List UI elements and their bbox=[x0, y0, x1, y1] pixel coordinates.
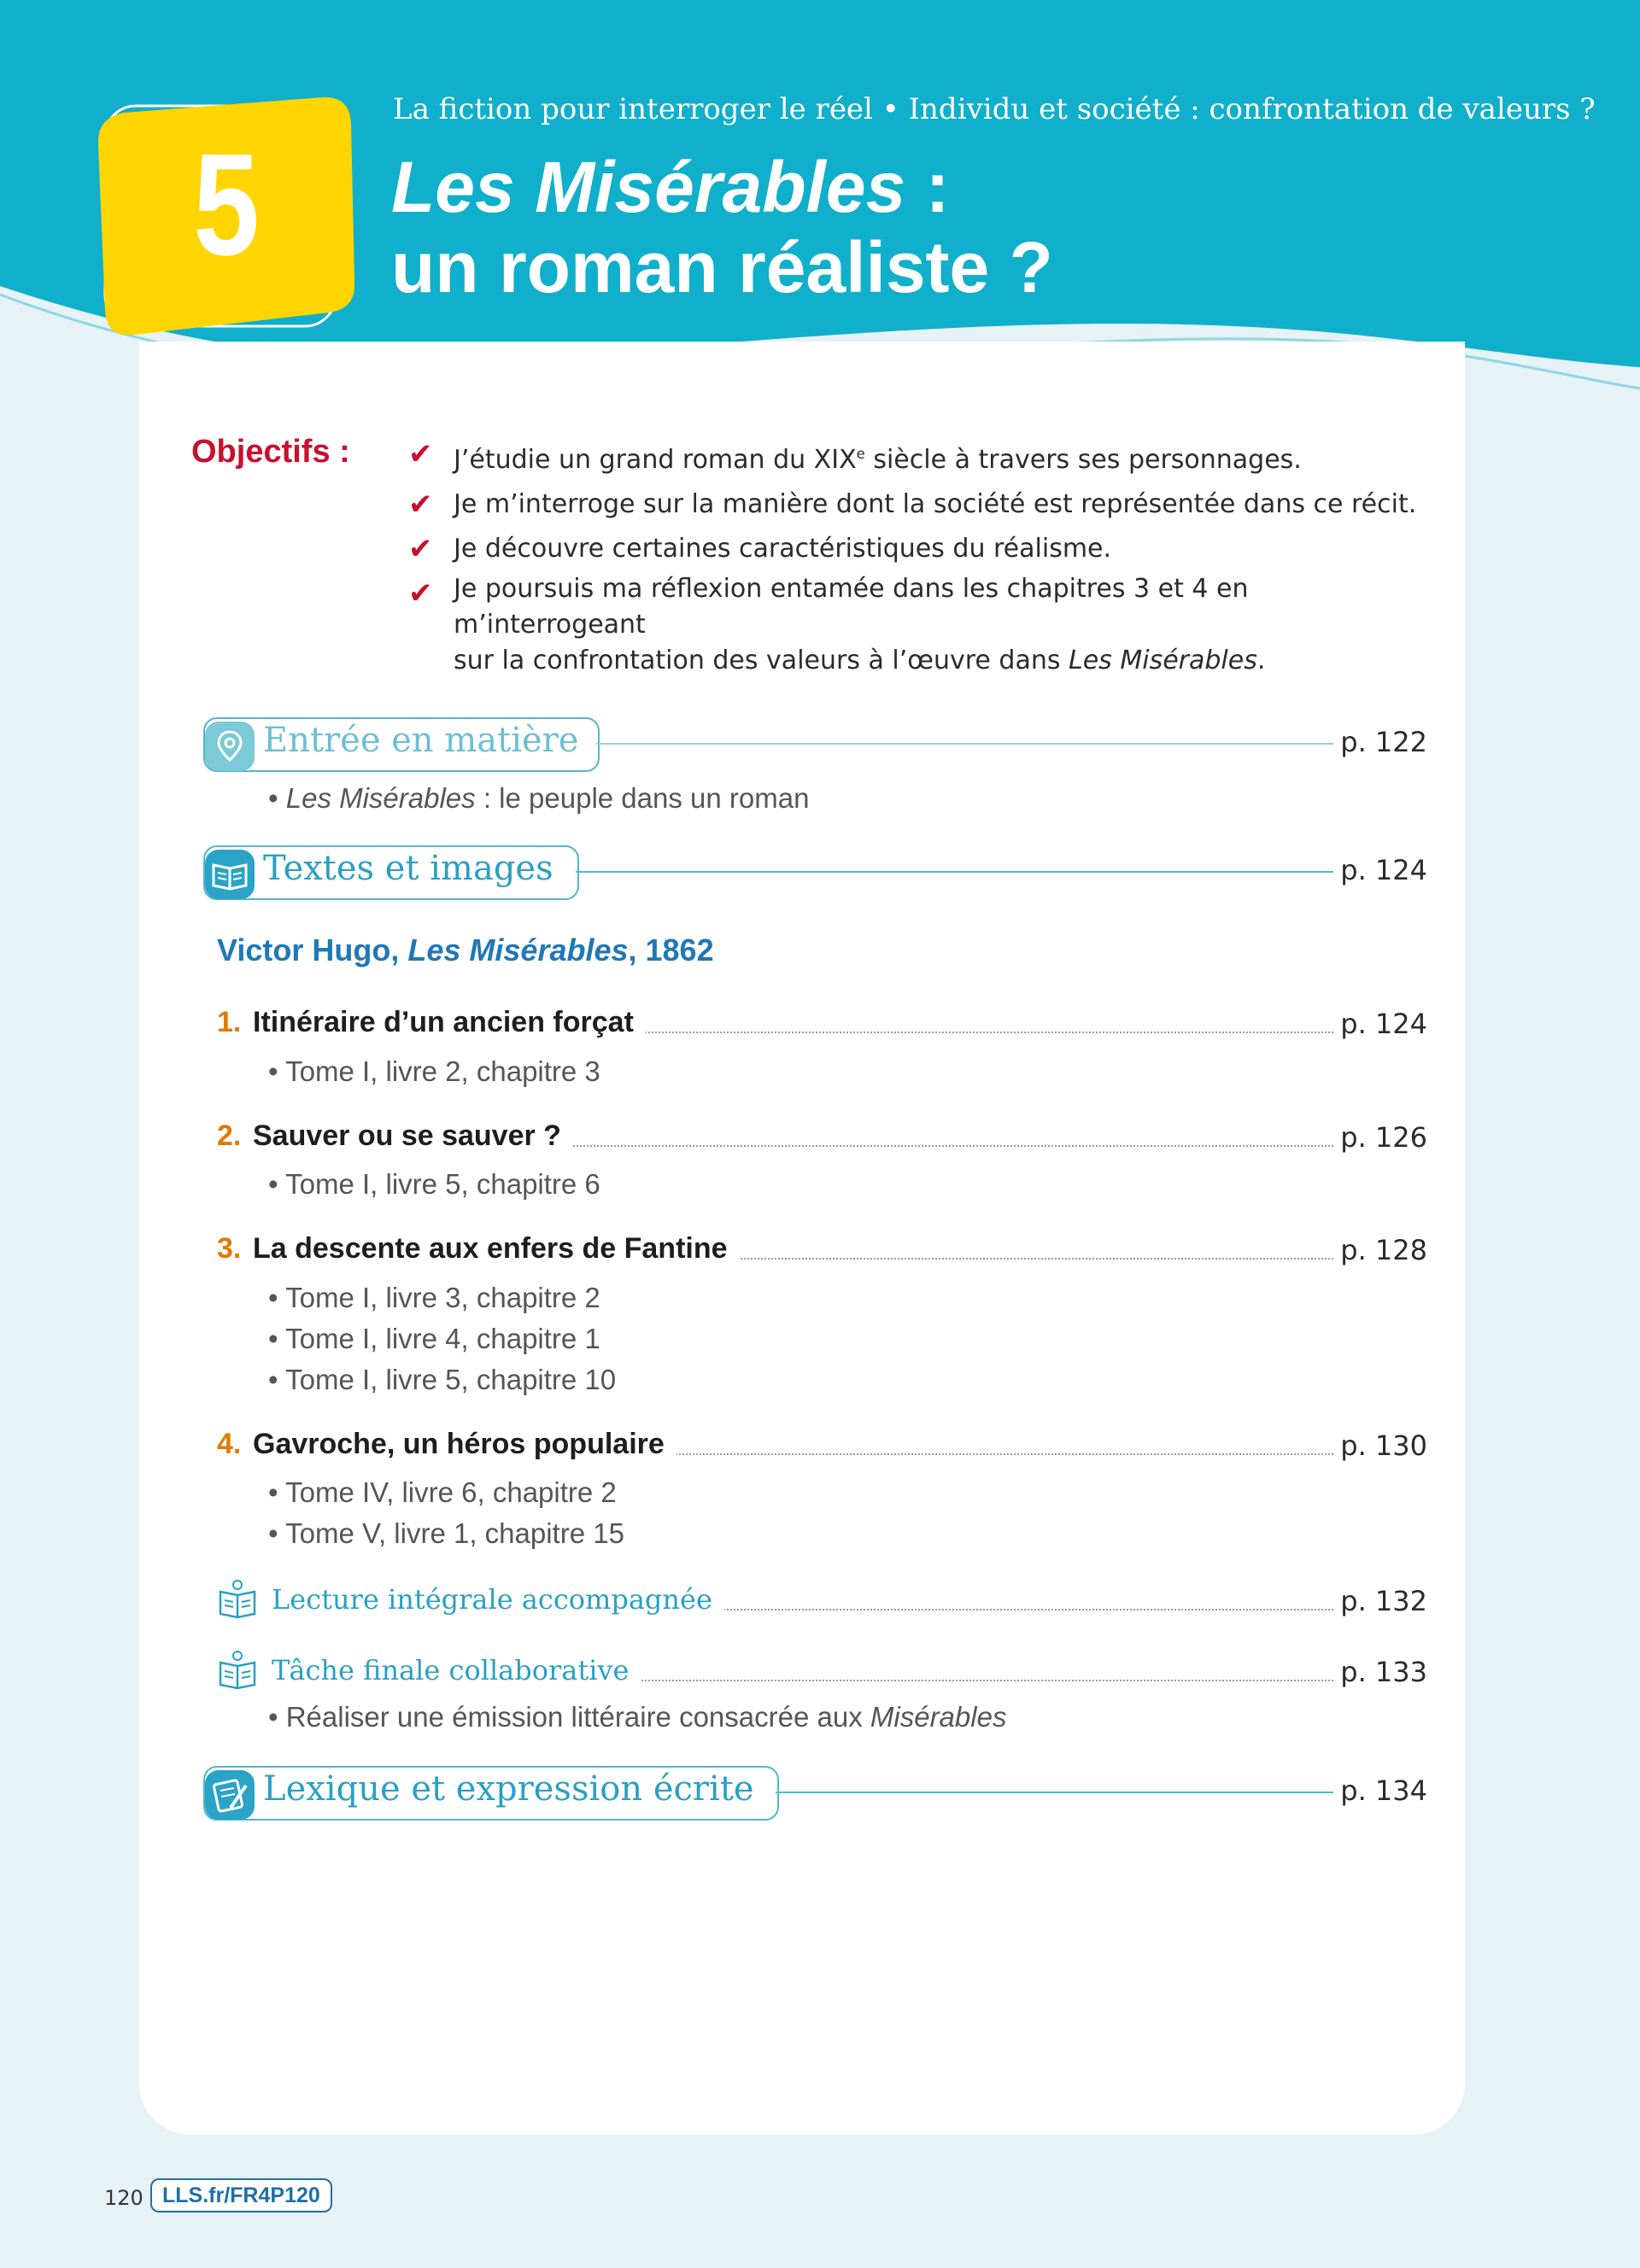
tool-subtitle: • Réaliser une émission littéraire consacrée aux Misérables bbox=[268, 1701, 1007, 1733]
toc-title: Gavroche, un héros populaire bbox=[253, 1428, 676, 1461]
toc-entry[interactable]: 3. La descente aux enfers de Fantine p. 128 bbox=[217, 1232, 1427, 1266]
open-book-icon bbox=[205, 850, 255, 899]
objective-item: ✔ Je m’interroge sur la manière dont la société est représentée dans ce récit. bbox=[408, 482, 1433, 527]
tool-title: Tâche finale collaborative bbox=[272, 1654, 641, 1686]
chapter-number: 5 bbox=[193, 124, 260, 286]
author-line: Victor Hugo, Les Misérables, 1862 bbox=[217, 932, 714, 967]
section-entree[interactable] bbox=[203, 717, 1427, 772]
toc-entry[interactable]: 2. Sauver ou se sauver ? p. 126 bbox=[217, 1119, 1427, 1154]
page-ref: p. 132 bbox=[1340, 1585, 1427, 1617]
check-icon: ✔ bbox=[408, 437, 433, 471]
section-title: Entrée en matière bbox=[263, 721, 579, 760]
section-lexique[interactable] bbox=[203, 1766, 1427, 1821]
objectives-label: Objectifs : bbox=[191, 434, 350, 470]
page-ref: p. 124 bbox=[1340, 1008, 1427, 1040]
footer-link[interactable]: LLS.fr/FR4P120 bbox=[150, 2178, 332, 2212]
title-line2: un roman réaliste ? bbox=[391, 227, 1053, 307]
page-ref: p. 133 bbox=[1340, 1656, 1427, 1688]
toc-ref: • Tome I, livre 5, chapitre 6 bbox=[268, 1168, 600, 1200]
section-textes[interactable] bbox=[203, 845, 1427, 900]
toc-title: Itinéraire d’un ancien forçat bbox=[253, 1006, 646, 1039]
toc-ref: • Tome I, livre 3, chapitre 2 bbox=[268, 1282, 600, 1313]
chapter-supertitle: La fiction pour interroger le réel • Individu et société : confrontation de valeurs ? bbox=[393, 92, 1596, 126]
objective-item: ✔ Je poursuis ma réflexion entamée dans les chapitres 3 et 4 en m’interrogeant sur la confrontation des valeurs à l’œuvre dans Les Misérables. bbox=[408, 571, 1433, 679]
toc-entry[interactable]: 1. Itinéraire d’un ancien forçat p. 124 bbox=[217, 1006, 1427, 1040]
book-lightbulb-icon bbox=[217, 1649, 258, 1690]
toc-title: Sauver ou se sauver ? bbox=[253, 1119, 573, 1153]
toc-entry[interactable]: 4. Gavroche, un héros populaire p. 130 bbox=[217, 1428, 1427, 1462]
page-ref: p. 128 bbox=[1340, 1234, 1427, 1266]
page-ref: p. 124 bbox=[1340, 854, 1427, 886]
toc-title: La descente aux enfers de Fantine bbox=[253, 1232, 740, 1266]
check-icon: ✔ bbox=[408, 576, 433, 611]
page-ref: p. 126 bbox=[1340, 1121, 1427, 1154]
chapter-title bbox=[391, 147, 1587, 307]
tool-title: Lecture intégrale accompagnée bbox=[272, 1583, 724, 1616]
toc-ref: • Tome V, livre 1, chapitre 15 bbox=[268, 1517, 624, 1549]
toc-ref: • Tome I, livre 2, chapitre 3 bbox=[268, 1055, 600, 1087]
toc-ref: • Tome I, livre 5, chapitre 10 bbox=[268, 1364, 617, 1395]
tool-entry[interactable] bbox=[217, 1652, 1427, 1695]
objectives-list bbox=[408, 432, 1433, 679]
section-title: Lexique et expression écrite bbox=[263, 1769, 754, 1809]
page-number: 120 bbox=[104, 2186, 144, 2210]
book-lightbulb-icon bbox=[217, 1578, 258, 1619]
title-italic: Les Misérables bbox=[391, 147, 906, 227]
objective-item: ✔ Je découvre certaines caractéristiques du réalisme. bbox=[408, 527, 1433, 571]
page-ref: p. 130 bbox=[1340, 1429, 1427, 1462]
check-icon: ✔ bbox=[408, 488, 433, 522]
map-pin-icon bbox=[205, 722, 255, 771]
section-title: Textes et images bbox=[263, 849, 554, 888]
title-colon: : bbox=[905, 147, 950, 227]
pencil-notebook-icon bbox=[205, 1770, 255, 1820]
page-ref: p. 134 bbox=[1340, 1774, 1427, 1807]
check-icon: ✔ bbox=[408, 532, 433, 566]
toc-ref: • Tome IV, livre 6, chapitre 2 bbox=[268, 1476, 617, 1508]
objective-item: ✔ J’étudie un grand roman du XIXe siècle à travers ses personnages. bbox=[408, 432, 1433, 482]
section-subtitle: • Les Misérables : le peuple dans un roman bbox=[268, 782, 810, 814]
toc-ref: • Tome I, livre 4, chapitre 1 bbox=[268, 1323, 600, 1354]
tool-entry[interactable] bbox=[217, 1581, 1427, 1624]
page-ref: p. 122 bbox=[1340, 726, 1427, 758]
